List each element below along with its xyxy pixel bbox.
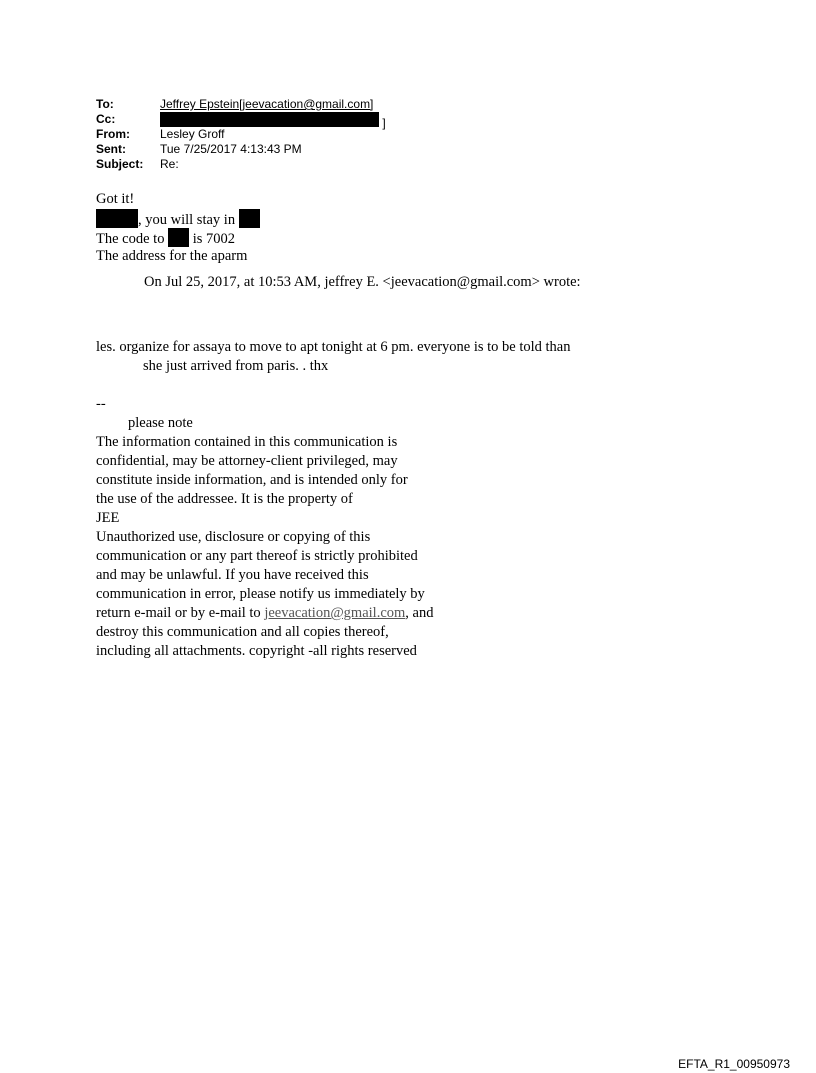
to-row (96, 97, 386, 112)
signature-line: The information contained in this communication is (96, 434, 398, 450)
subject-row (96, 157, 386, 172)
signature-note: please note (128, 415, 193, 431)
body-line-3-prefix: The code to (96, 231, 165, 247)
redaction-box (160, 112, 379, 127)
quote-attribution: On Jul 25, 2017, at 10:53 AM, jeffrey E. <jeevacation@gmail.com> wrote: (144, 274, 581, 290)
from-row (96, 127, 386, 142)
signature-line: Unauthorized use, disclosure or copying of this (96, 529, 371, 545)
signature-line: communication in error, please notify us immediately by (96, 586, 425, 602)
sent-label: Sent: (96, 142, 126, 156)
subject-label: Subject: (96, 157, 144, 171)
redaction-box (168, 228, 189, 247)
signature-line: constitute inside information, and is intended only for (96, 472, 408, 488)
cc-value (160, 112, 386, 130)
email-header (96, 97, 386, 172)
redaction-box (96, 209, 138, 228)
subject-value: Re: (160, 157, 179, 171)
signature-line: destroy this communication and all copies thereof, (96, 624, 389, 640)
body-line-2-text: , you will stay in (138, 212, 236, 228)
body-line-2 (96, 209, 260, 228)
quoted-message (96, 338, 571, 376)
body-line-4: The address for the aparm (96, 248, 248, 264)
signature-line-return (96, 604, 433, 623)
from-value: Lesley Groff (160, 127, 225, 141)
bates-number: EFTA_R1_00950973 (678, 1057, 790, 1071)
to-value: Jeffrey Epstein[jeevacation@gmail.com] (160, 97, 374, 111)
message-line-1: les. organize for assaya to move to apt tonight at 6 pm. everyone is to be told than (96, 339, 571, 355)
cc-row (96, 112, 386, 130)
body-line-3-suffix: is 7002 (192, 231, 235, 247)
redaction-box (239, 209, 260, 228)
signature-line: and may be unlawful. If you have received this (96, 567, 369, 583)
to-label: To: (96, 97, 114, 111)
sent-value: Tue 7/25/2017 4:13:43 PM (160, 142, 302, 156)
return-suffix: , and (405, 605, 434, 621)
body-line-3 (96, 228, 260, 247)
message-line-2: she just arrived from paris. . thx (143, 358, 329, 374)
cc-bracket: ] (382, 116, 386, 130)
from-label: From: (96, 127, 130, 141)
reply-body (96, 190, 260, 266)
return-prefix: return e-mail or by e-mail to (96, 605, 265, 621)
signature-line: confidential, may be attorney-client privileged, may (96, 453, 398, 469)
signature-line: including all attachments. copyright -all rights reserved (96, 643, 417, 659)
signature-line: communication or any part thereof is strictly prohibited (96, 548, 418, 564)
cc-label: Cc: (96, 112, 116, 126)
body-line-1: Got it! (96, 191, 135, 207)
signature-line: the use of the addressee. It is the property of (96, 491, 353, 507)
signature-block (96, 395, 433, 661)
signature-line: JEE (96, 510, 120, 526)
sent-row (96, 142, 386, 157)
signature-dashes: -- (96, 396, 106, 412)
email-link[interactable]: jeevacation@gmail.com (264, 605, 406, 621)
